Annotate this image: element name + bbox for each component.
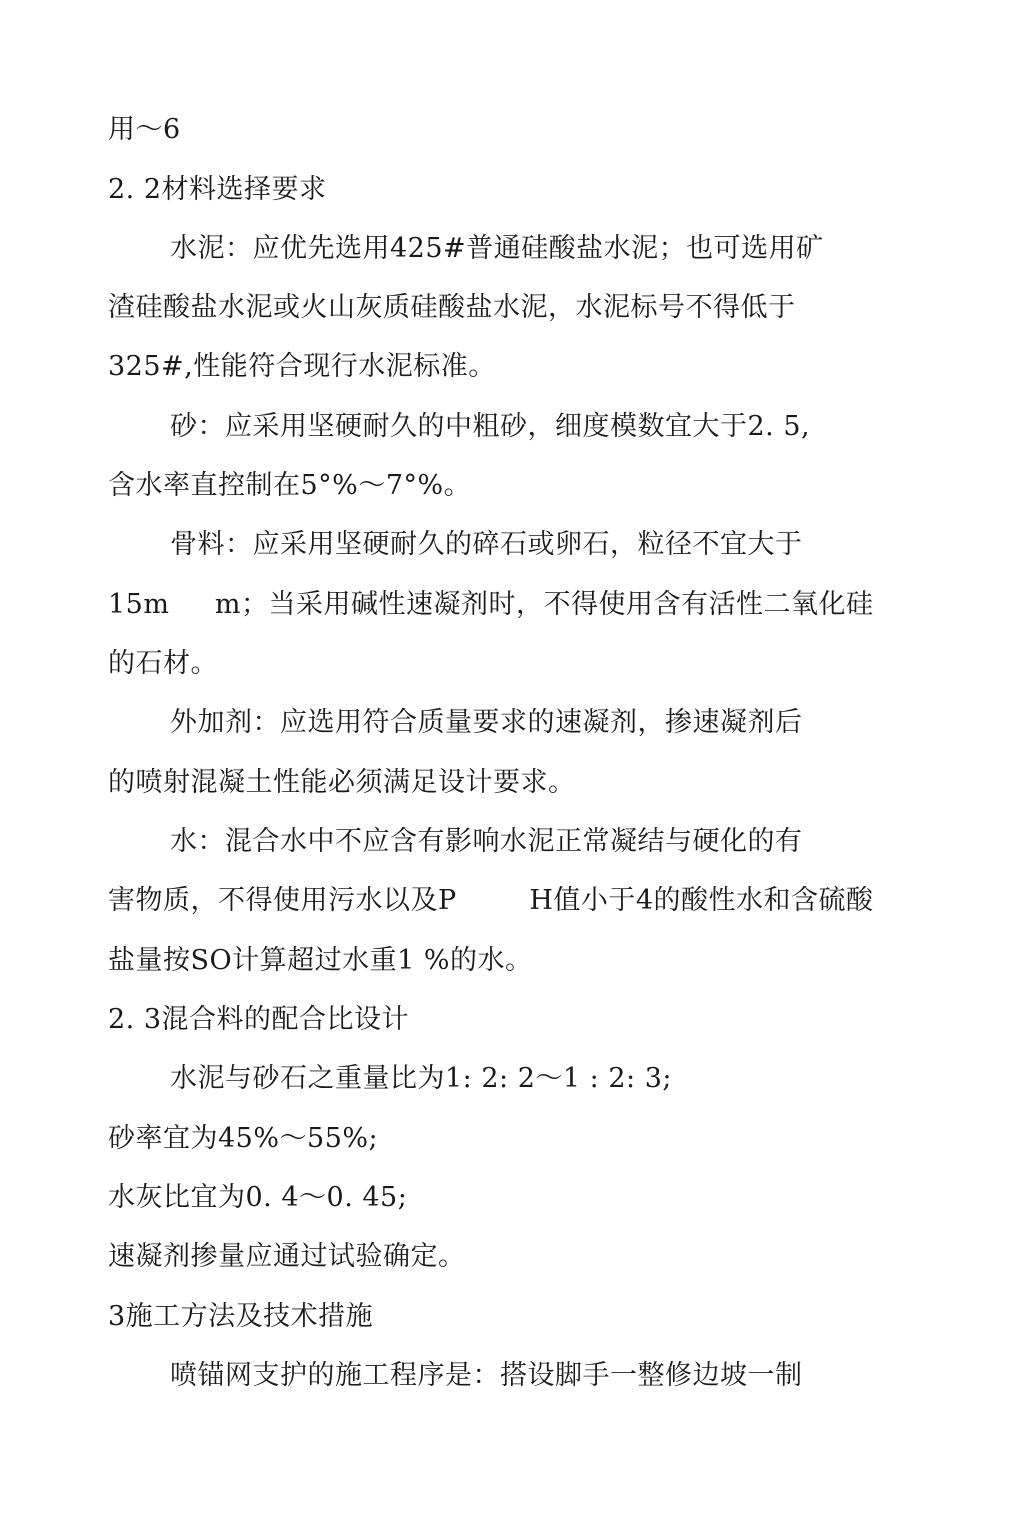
paragraph-aggregate-line-1: 骨料：应采用坚硬耐久的碎石或卵石，粒径不宜大于: [170, 529, 803, 560]
paragraph-admixture-line-2: 的喷射混凝土性能必须满足设计要求。: [108, 767, 576, 798]
paragraph-admixture-line-1: 外加剂：应选用符合质量要求的速凝剂，掺速凝剂后: [170, 707, 803, 738]
text-line-1: 用～6: [108, 114, 181, 145]
paragraph-water-line-3: 盐量按SO计算超过水重1 %的水。: [108, 945, 533, 976]
paragraph-cement-line-3: 325#,性能符合现行水泥标准。: [108, 351, 496, 382]
sand-ratio-line: 砂率宜为45%～55%;: [108, 1123, 379, 1154]
paragraph-sand-line-1: 砂：应采用坚硬耐久的中粗砂，细度模数宜大于2. 5,: [170, 411, 811, 442]
water-cement-ratio-line: 水灰比宜为0. 4～0. 45;: [108, 1182, 408, 1213]
paragraph-cement-line-1: 水泥：应优先选用425#普通硅酸盐水泥；也可选用矿: [170, 233, 824, 264]
mix-ratio-line: 水泥与砂石之重量比为1: 2: 2～1 : 2: 3;: [170, 1063, 672, 1094]
paragraph-sand-line-2: 含水率直控制在5°%～7°%。: [108, 470, 472, 501]
construction-procedure-line: 喷锚网支护的施工程序是：搭设脚手一整修边坡一制: [170, 1360, 803, 1391]
paragraph-cement-line-2: 渣硅酸盐水泥或火山灰质硅酸盐水泥，水泥标号不得低于: [108, 292, 796, 323]
paragraph-water-line-1: 水：混合水中不应含有影响水泥正常凝结与硬化的有: [170, 826, 803, 857]
section-heading-2-2: 2. 2材料选择要求: [108, 174, 327, 205]
accelerator-dosage-line: 速凝剂掺量应通过试验确定。: [108, 1241, 466, 1272]
paragraph-aggregate-line-2: 15m m；当采用碱性速凝剂时，不得使用含有活性二氧化硅: [108, 589, 874, 620]
section-heading-2-3: 2. 3混合料的配合比设计: [108, 1004, 410, 1035]
paragraph-aggregate-line-3: 的石材。: [108, 648, 218, 679]
section-heading-3: 3施工方法及技术措施: [108, 1301, 374, 1332]
paragraph-water-line-2: 害物质，不得使用污水以及P H值小于4的酸性水和含硫酸: [108, 885, 874, 916]
